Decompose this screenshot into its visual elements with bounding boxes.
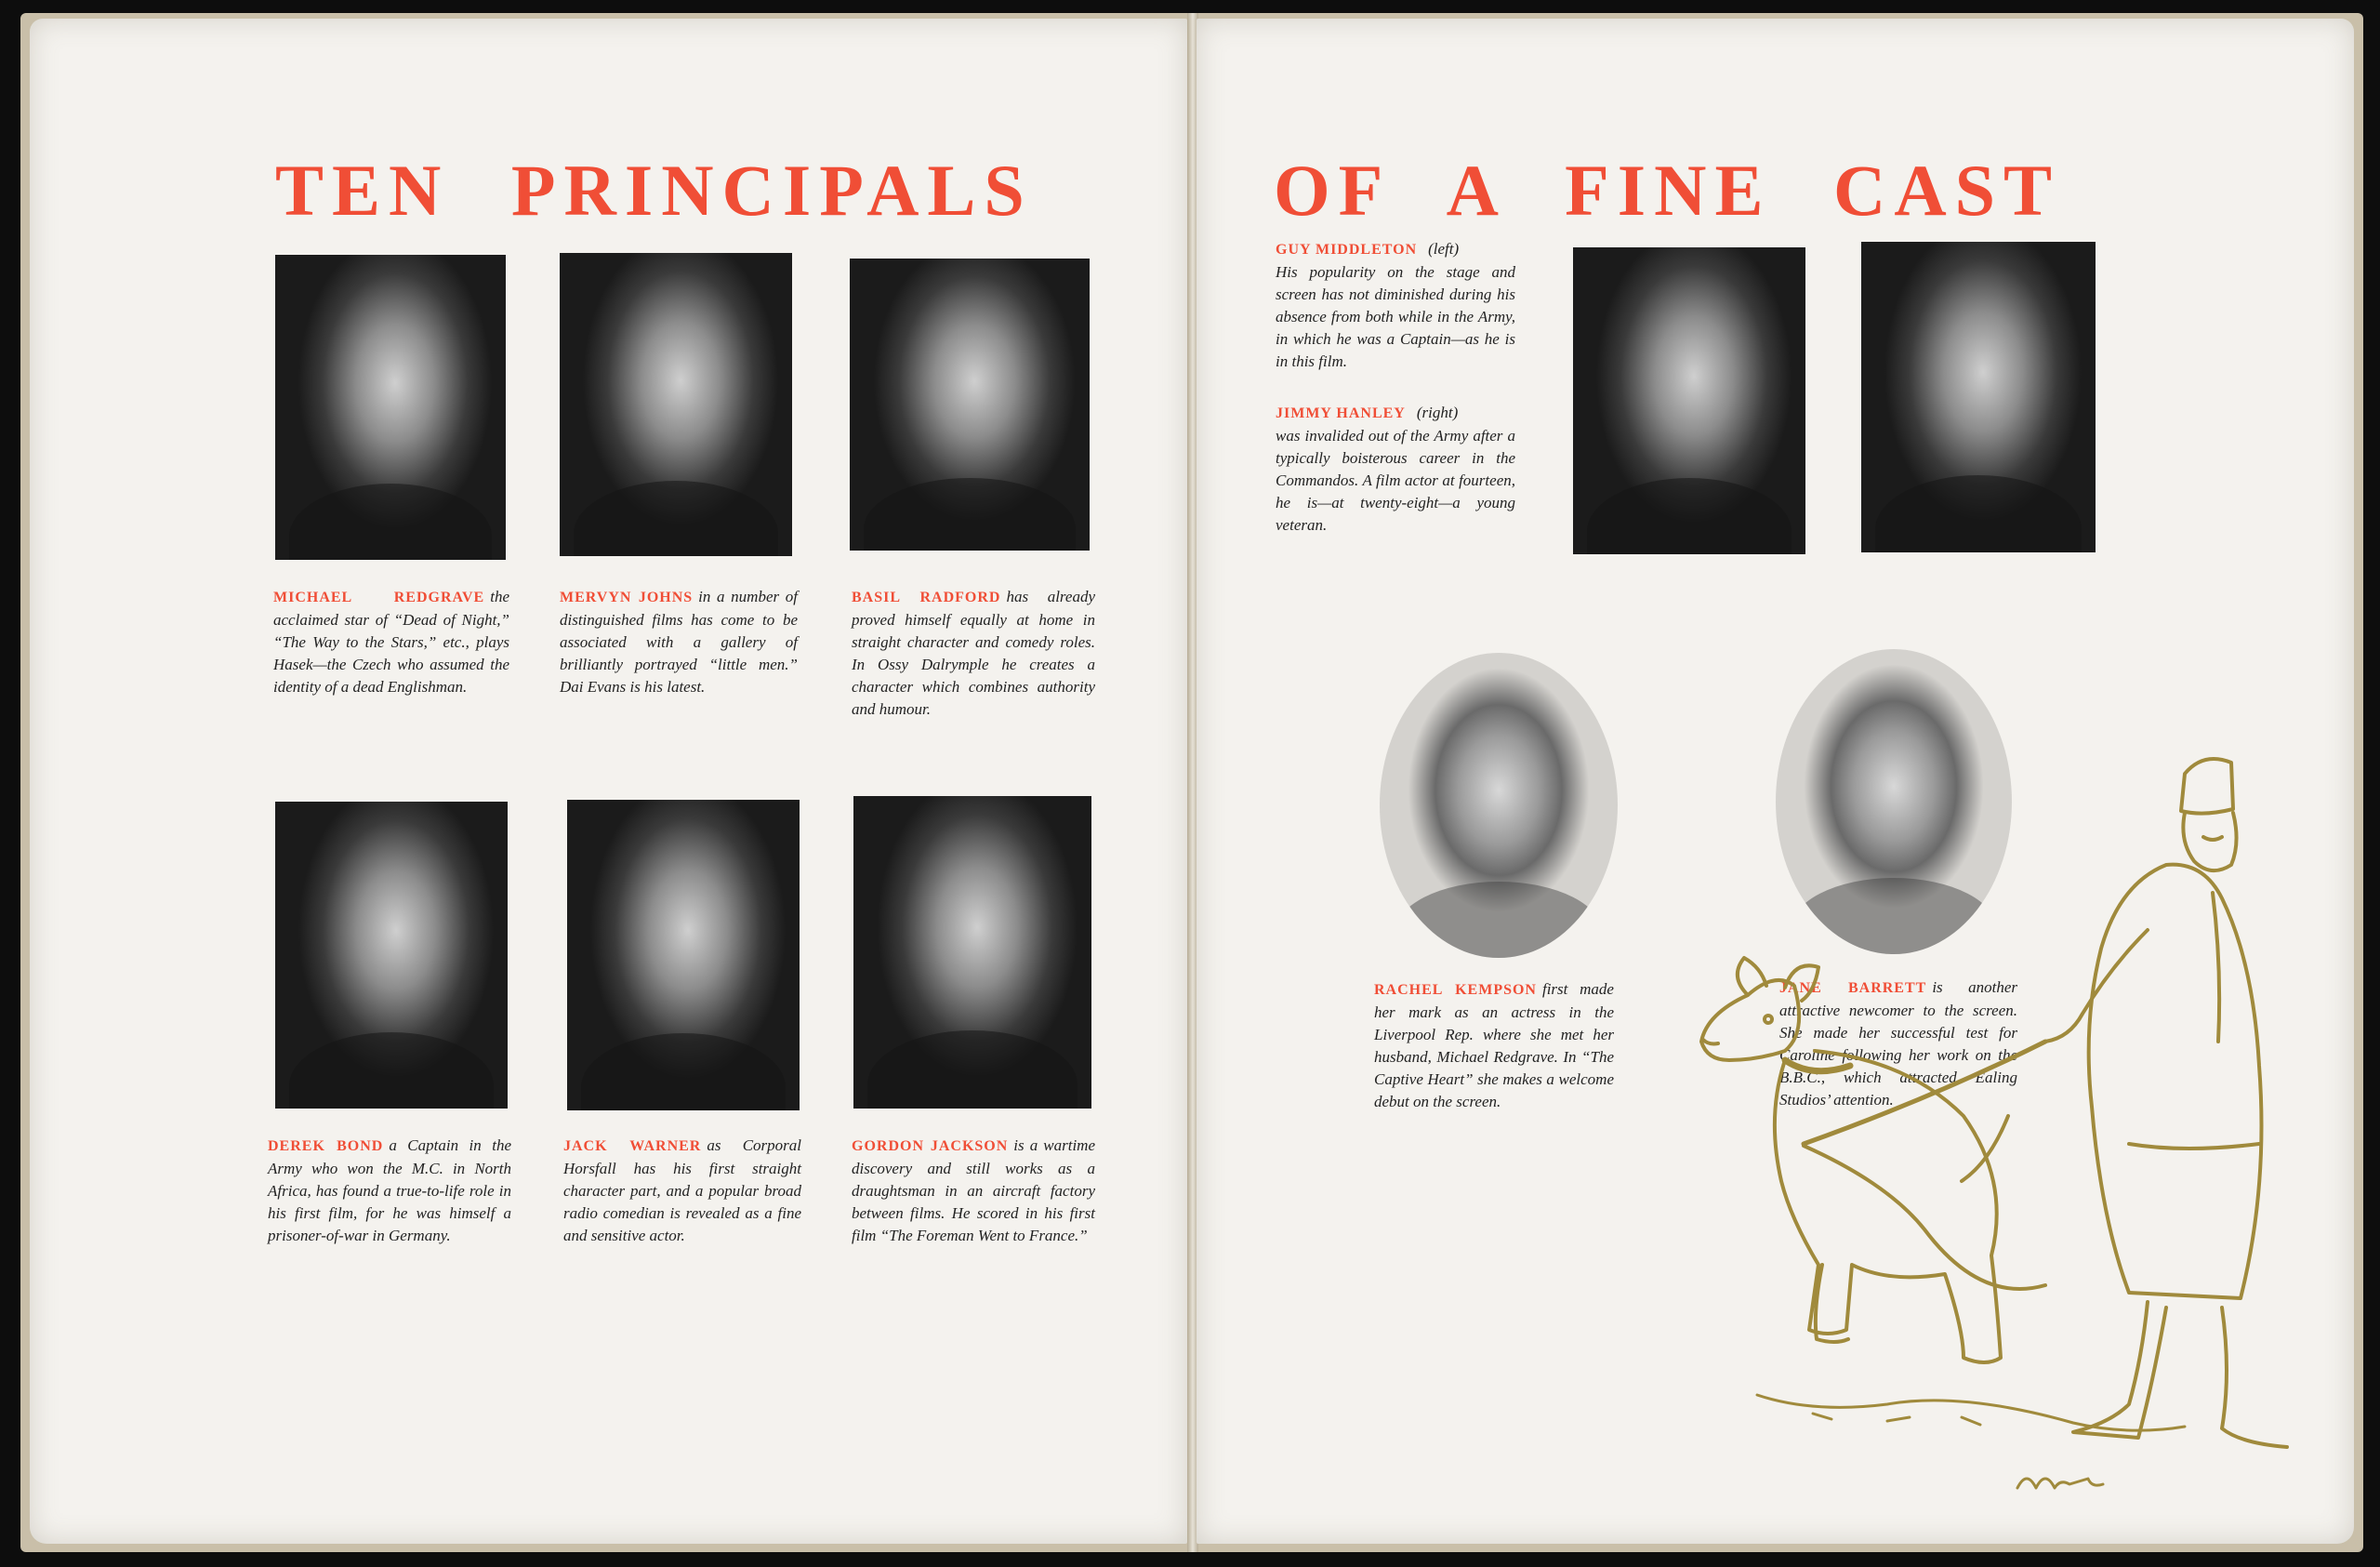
caption-rachel-kempson (1374, 978, 1614, 1113)
cast-name: JACK WARNER (563, 1138, 702, 1154)
portrait-mervyn-johns (560, 253, 792, 556)
caption-michael-redgrave (273, 586, 509, 698)
caption-guy-middleton (1276, 238, 1515, 373)
cast-name: DEREK BOND (268, 1138, 384, 1154)
cast-bio: as Corporal Horsfall has his first straight character part, and a popular broad radio comedian is revealed as a fine and sensitive actor. (563, 1136, 801, 1244)
cast-name: GUY MIDDLETON (1276, 242, 1418, 258)
cast-bio: is a wartime discovery and still works as a draughtsman in an aircraft factory between films. He scored in his first film “The Foreman Went to France.” (852, 1136, 1095, 1244)
cast-name: JIMMY HANLEY (1276, 405, 1406, 421)
cast-position-note: (left) (1428, 240, 1460, 258)
guard-walking-dog-sketch-icon (1646, 744, 2315, 1507)
portrait-jimmy-hanley (1861, 242, 2096, 552)
headline-right: OF A FINE CAST (1274, 150, 2061, 231)
portrait-rachel-kempson (1380, 653, 1618, 958)
cast-bio: was invalided out of the Army after a typically boisterous career in the Commandos. A film actor at fourteen, he is—at twenty-eight—a young veteran. (1276, 427, 1515, 534)
cast-bio: in a number of distinguished films has come to be associated with a gallery of brilliantly portrayed “little men.” Dai Evans is his latest. (560, 588, 798, 696)
portrait-gordon-jackson (853, 796, 1091, 1109)
caption-jack-warner (563, 1135, 801, 1247)
portrait-michael-redgrave (275, 255, 506, 560)
cast-bio: first made her mark as an actress in the Liverpool Rep. where she met her husband, Michael Redgrave. In “The Captive Heart” she makes a welcome debut on the screen. (1374, 980, 1614, 1110)
cast-bio: His popularity on the stage and screen has not diminished during his absence from both while in the Army, in which he was a Captain—as he is in this film. (1276, 263, 1515, 370)
caption-jimmy-hanley (1276, 402, 1515, 537)
caption-mervyn-johns (560, 586, 798, 698)
portrait-jack-warner (567, 800, 800, 1110)
cast-bio: a Captain in the Army who won the M.C. in North Africa, has found a true-to-life role in his first film, for he was himself a prisoner-of-war in Germany. (268, 1136, 512, 1244)
cast-bio: is another attractive newcomer to the screen. She made her successful test for Caroline following her work on the B.B.C., which attracted Ealing Studios’ attention. (1779, 978, 2017, 1109)
cast-name: BASIL RADFORD (852, 590, 1001, 605)
headline-left: TEN PRINCIPALS (275, 150, 1033, 231)
cast-name: RACHEL KEMPSON (1374, 982, 1537, 998)
portrait-guy-middleton (1573, 247, 1805, 554)
cast-bio: the acclaimed star of “Dead of Night,” “The Way to the Stars,” etc., plays Hasek—the Czech who assumed the identity of a dead Englishman. (273, 588, 509, 696)
cast-name: GORDON JACKSON (852, 1138, 1009, 1154)
caption-gordon-jackson (852, 1135, 1095, 1247)
left-page (30, 19, 1187, 1544)
cast-name: MICHAEL REDGRAVE (273, 590, 485, 605)
cast-bio: has already proved himself equally at home in straight character and comedy roles. In Ossy Dalrymple he creates a character which combines authority and humour. (852, 588, 1095, 718)
cast-position-note: (right) (1416, 404, 1459, 421)
caption-derek-bond (268, 1135, 511, 1247)
portrait-derek-bond (275, 802, 508, 1109)
caption-basil-radford (852, 586, 1095, 721)
cast-name: JANE BARRETT (1779, 980, 1927, 996)
portrait-basil-radford (850, 259, 1090, 551)
cast-name: MERVYN JOHNS (560, 590, 694, 605)
